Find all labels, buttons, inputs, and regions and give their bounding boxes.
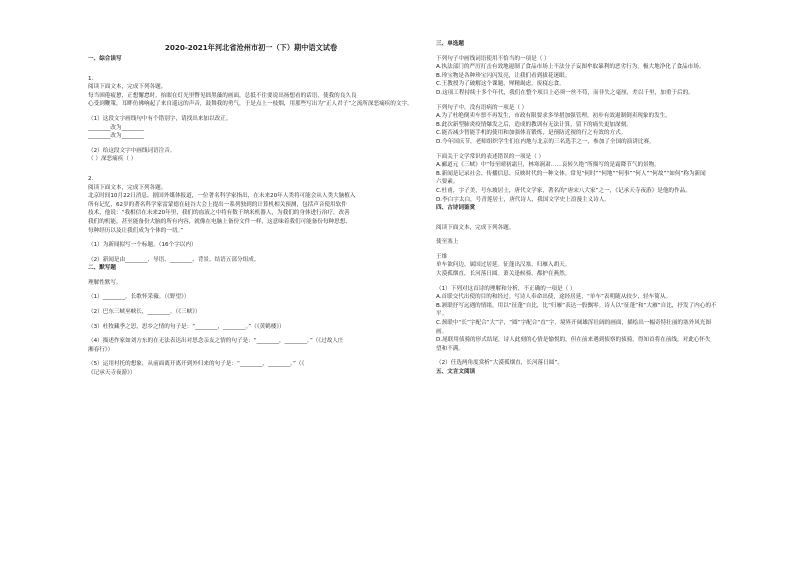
choice-option: 望和不满。 xyxy=(436,345,464,352)
fill-item: （5）运用衬托的想象，从前面离开离开到外归来的句子是：“________，________。”（《 xyxy=(88,361,305,368)
choice-option: D.今年国庆节，老师组织学生们在内地与北京的三名选手之一，参加了全国的演讲比赛。 xyxy=(436,138,655,145)
answer-blank[interactable]: ________改为________ xyxy=(88,133,144,140)
section-heading: 三、单选题 xyxy=(436,41,464,47)
choice-stem: 下列句子中画线词语使用不恰当的一项是（ ） xyxy=(436,55,550,62)
sub-question: （1）下列对这首诗的理解和分析，不正确的一项是（ ） xyxy=(436,285,576,292)
passage-line: 心受到鞭策，耳畔仿佛响起了来自遥远的声音，鼓舞我的勇气，于是点上一枝烟，用那些写出为“正人君子”之流所深恶痛疾的文字。 xyxy=(88,101,413,108)
sub-question: （2）任选两角度赏析“大漠孤烟直，长河落日圆”。 xyxy=(436,360,563,367)
poem-line: 单车欲问边，属国过居延。征蓬出汉塞，归雁入胡天。 xyxy=(436,262,571,269)
choice-option: B.此次新型肺炎疫情爆发之后，造成的教训有无法计算，留下的痛失更加深刻。 xyxy=(436,121,632,128)
choice-option: A.执法部门的严厉打击有效地遏制了食品市场上不法分子妄图牟取暴利的恶劣行为，极大地净化了食品市场。 xyxy=(436,64,705,71)
sub-question: （2）新闻是由________、导语、________、背景、结语五部分组成。 xyxy=(88,256,260,263)
choice-option: B.新闻是记录社会、传播信息、反映时代的一种文体。常见“何时”“何地”“何事”“何人”“何故”“如何”称为新闻 xyxy=(436,170,706,177)
choice-option: C.杜甫，字子美，号东坡居士，唐代文学家，著名的“唐宋八大家”之一，《记承天寺夜游》是他的作品。 xyxy=(436,187,691,194)
poem-title: 使至塞上 xyxy=(436,239,459,246)
fill-item: （2）巴东三峡巫峡长，________。（《三峡》） xyxy=(88,309,201,316)
choice-option: C.颈联中“长”字配合“大”字，“圆”字配合“直”字，境界开阔雄浑壮阔的画面，描绘出一幅奇特壮丽的塞外风光图 xyxy=(436,320,711,327)
passage-line: 技术，他说：“我相信在未来20年里，我们的血液之中将有数千纳米机器人，为我们的身体进行治疗，改善 xyxy=(88,210,350,217)
fill-item: （4）描述作家如刘方东的在无法表达出对思念亲友之情的句子是：“________，________。”（《过故人庄 xyxy=(88,338,344,345)
page-title: 2020-2021年河北省沧州市初一（下）期中语文试卷 xyxy=(164,43,338,52)
choice-option: A.为了杜绝倒卖车票不再发生，市政有限要求多举措加强管理，初步有效遏制倒卖现象的发生。 xyxy=(436,113,671,120)
choice-option: A.首联交代出使的目的和经过。写诗人奉命出使，途经居延，“单车”表明随从较少，轻车简从。 xyxy=(436,294,672,301)
choice-option: C.王教授为了破解这个课题，殚精竭虑，废寝忘食。 xyxy=(436,81,565,88)
section-heading: 四、古诗词鉴赏 xyxy=(436,205,476,212)
sub-question: （2）给这段文字中画线词语注音。 xyxy=(88,147,176,154)
choice-stem: 下列句子中，没有语病的一项是（ ） xyxy=(436,104,528,111)
fill-item: （1）________，长歌怀采薇。（《野望》） xyxy=(88,294,190,301)
fill-item: 湘春行》） xyxy=(88,346,114,353)
choice-option: B.珍宝物是各种珍宝闪闪发亮，让我们看到拔花迷眼。 xyxy=(436,72,571,79)
passage-line: 我们的机能，甚至能备份大脑的所有内容，就像在电脑上备份文件一样，这意味着我们可能备份每种思想、 xyxy=(88,218,351,225)
choice-option: A.郦道元《三峡》中“每至晴初霜旦，林寒涧肃……哀转久绝”所描写的是霜降节气的景物。 xyxy=(436,162,660,169)
poem-author: 王维 xyxy=(436,253,448,260)
choice-option: 画。 xyxy=(436,328,448,335)
choice-option: D.这项工程持续十多个年代，我们在整个项目上必须一丝不苟，而非失之毫厘，差以千里，加重于后的。 xyxy=(436,89,694,96)
passage-line: 所有记忆，62岁的著名科学家雷蒙德在硅谷大会上提出一系列独到的计算机相关预测，包括声音使用软件 xyxy=(88,201,347,208)
sub-question: （1）这段文字画线句中有个错别字，请找出来加以改正。 xyxy=(88,115,232,122)
choice-option: B.颔联抒写远遇的情绪，用以“征蓬”自比，比“归雁”表达一股飘零。诗人以“征蓬”和“大雁”自比，抒发了内心的不 xyxy=(436,302,717,309)
choice-option: 六要素。 xyxy=(436,179,459,186)
passage-line: 每种经历以及让我们成为个体的一切。” xyxy=(88,227,184,234)
choice-option: 平。 xyxy=(436,311,448,318)
question-number: 1. xyxy=(88,75,94,82)
choice-option: C.能否减少智能手机的使用和加强体育锻炼，是预防近视的行之有效的方式。 xyxy=(436,130,627,137)
choice-stem: 下面关于文学常识的表述错误的一项是（ ） xyxy=(436,153,545,160)
passage-line: 北京时间10月22日消息，据国外媒体报道，一位著名科学家指出，在未来20年人类将可能会从人类大脑植入 xyxy=(88,193,356,200)
choice-option: D.尾联用侦骑的形式结尾，诗人此刻的心情是愉悦的，但在前来遇到侦察的侦骑，得知首将在前线，对此心怀失 xyxy=(436,337,711,344)
answer-blank[interactable]: ________改为________ xyxy=(88,124,144,131)
passage-line: 每当困倦疲惫，正想懈怠时，抬眼在灯光里瞥见拙黑藻的画面，总抵不住要说出扬想看的话语，使我的良久良 xyxy=(88,92,357,99)
choice-option: D.李白字太白，号青莲居士，唐代诗人，我国文学史上浪漫主义诗人。 xyxy=(436,196,610,203)
section-heading: 一、综合读写 xyxy=(88,56,122,62)
question-intro: 理解性默写。 xyxy=(88,279,122,286)
question-intro: 阅读下面文本，完成下列各题。 xyxy=(88,84,167,91)
fill-item: 《记承天寺夜游》） xyxy=(88,370,136,377)
poem-line: 大漠孤烟直，长河落日圆。萧关逢候骑，都护在燕然。 xyxy=(436,271,571,278)
left-column xyxy=(88,40,413,378)
fill-item: （3）杜牧藏季之思，思乡之情的句子是：“________，________。”（《黄鹤楼》） xyxy=(88,323,285,330)
sub-question: （1）为新闻拟写一个标题。（16个字以内） xyxy=(88,242,197,249)
answer-blank[interactable]: （ ）深恶痛疾（ ） xyxy=(88,156,137,163)
right-column xyxy=(436,40,776,377)
question-number: 2. xyxy=(88,175,94,182)
question-intro: 阅读下面文本，完成下列各题。 xyxy=(436,224,515,231)
question-intro: 阅读下面文本，完成下列各题。 xyxy=(88,184,167,191)
section-heading: 二、默写题 xyxy=(88,265,116,272)
section-heading: 五、文言文阅读 xyxy=(436,369,476,375)
